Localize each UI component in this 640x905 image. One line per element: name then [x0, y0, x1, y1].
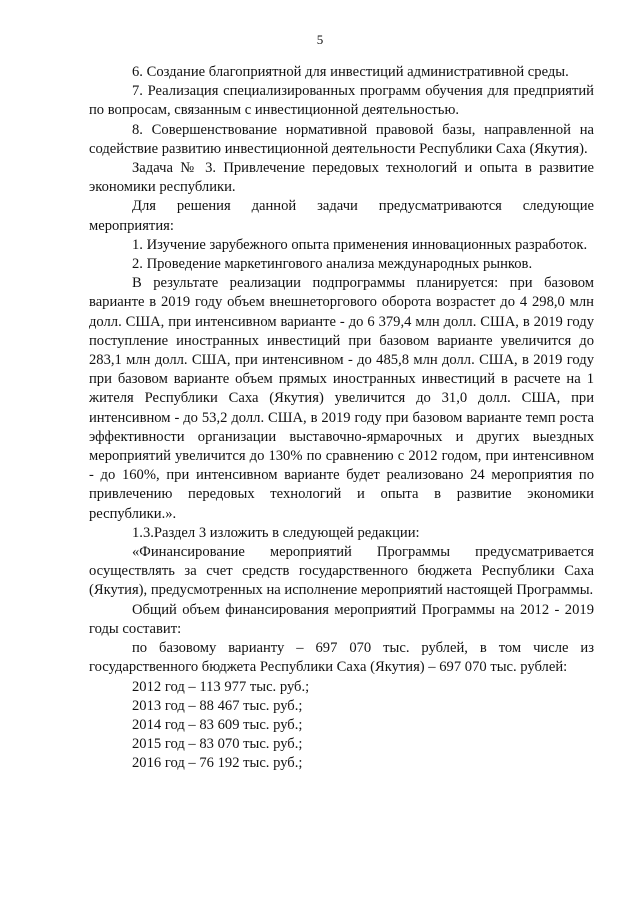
paragraph-item-7: 7. Реализация специализированных программ обучения для предприятий по вопросам, связанным с инвестиционной деятельностью.: [89, 83, 594, 119]
year-line-2013: 2013 год – 88 467 тыс. руб.;: [132, 697, 303, 714]
year-line-2015: 2015 год – 83 070 тыс. руб.;: [132, 736, 303, 753]
paragraph-task-3: Задача № 3. Привлечение передовых технологий и опыта в развитие экономики республики.: [89, 160, 594, 196]
document-body: [89, 63, 594, 774]
page-number: 5: [316, 32, 324, 47]
paragraph-section-3: 1.3.Раздел 3 изложить в следующей редакции:: [132, 524, 420, 541]
paragraph-base-variant: по базовому варианту – 697 070 тыс. рублей, в том числе из государственного бюджета Республики Саха (Якутия) – 697 070 тыс. рублей:: [89, 640, 594, 676]
paragraph-results: В результате реализации подпрограммы планируется: при базовом варианте в 2019 году объем внешнеторгового оборота возрастет до 4 298,0 млн долл. США, при интенсивном варианте - до 6 379,4 млн долл. США, в 2019 году поступление иностранных инвестиций при базовом варианте увеличится до 283,1 млн долл. США, при интенсивном - до 485,8 млн долл. США, в 2019 году при базовом варианте объем прямых иностранных инвестиций в расчете на 1 жителя Республики Саха (Якутия) увеличится до 31,0 долл. США, при интенсивном - до 53,2 долл. США, в 2019 году при базовом варианте темп роста эффективности организации выставочно-ярмарочных и других выездных мероприятий увеличится до 130% по сравнению с 2012 годом, при интенсивном - до 160%, при интенсивном варианте будет реализовано 24 мероприятия по привлечению передовых технологий и опыта в развитие экономики республики.».: [89, 275, 594, 522]
paragraph-item-8: 8. Совершенствование нормативной правовой базы, направленной на содействие развитию инвестиционной деятельности Республики Саха (Якутия).: [89, 121, 594, 157]
paragraph-total-volume: Общий объем финансирования мероприятий Программы на 2012 - 2019 годы составит:: [89, 601, 594, 637]
paragraph-measure-2: 2. Проведение маркетингового анализа международных рынков.: [132, 256, 533, 273]
paragraph-measure-1: 1. Изучение зарубежного опыта применения инновационных разработок.: [132, 236, 588, 253]
year-line-2014: 2014 год – 83 609 тыс. руб.;: [132, 716, 303, 733]
year-line-2012: 2012 год – 113 977 тыс. руб.;: [132, 678, 310, 695]
paragraph-measures-intro: Для решения данной задачи предусматриваются следующие мероприятия:: [89, 198, 594, 234]
paragraph-financing: «Финансирование мероприятий Программы предусматривается осуществлять за счет средств государственного бюджета Республики Саха (Якутия), предусмотренных на исполнение мероприятий настоящей Программы.: [89, 544, 594, 599]
year-line-2016: 2016 год – 76 192 тыс. руб.;: [132, 755, 303, 772]
paragraph-item-6: 6. Создание благоприятной для инвестиций административной среды.: [132, 64, 569, 80]
